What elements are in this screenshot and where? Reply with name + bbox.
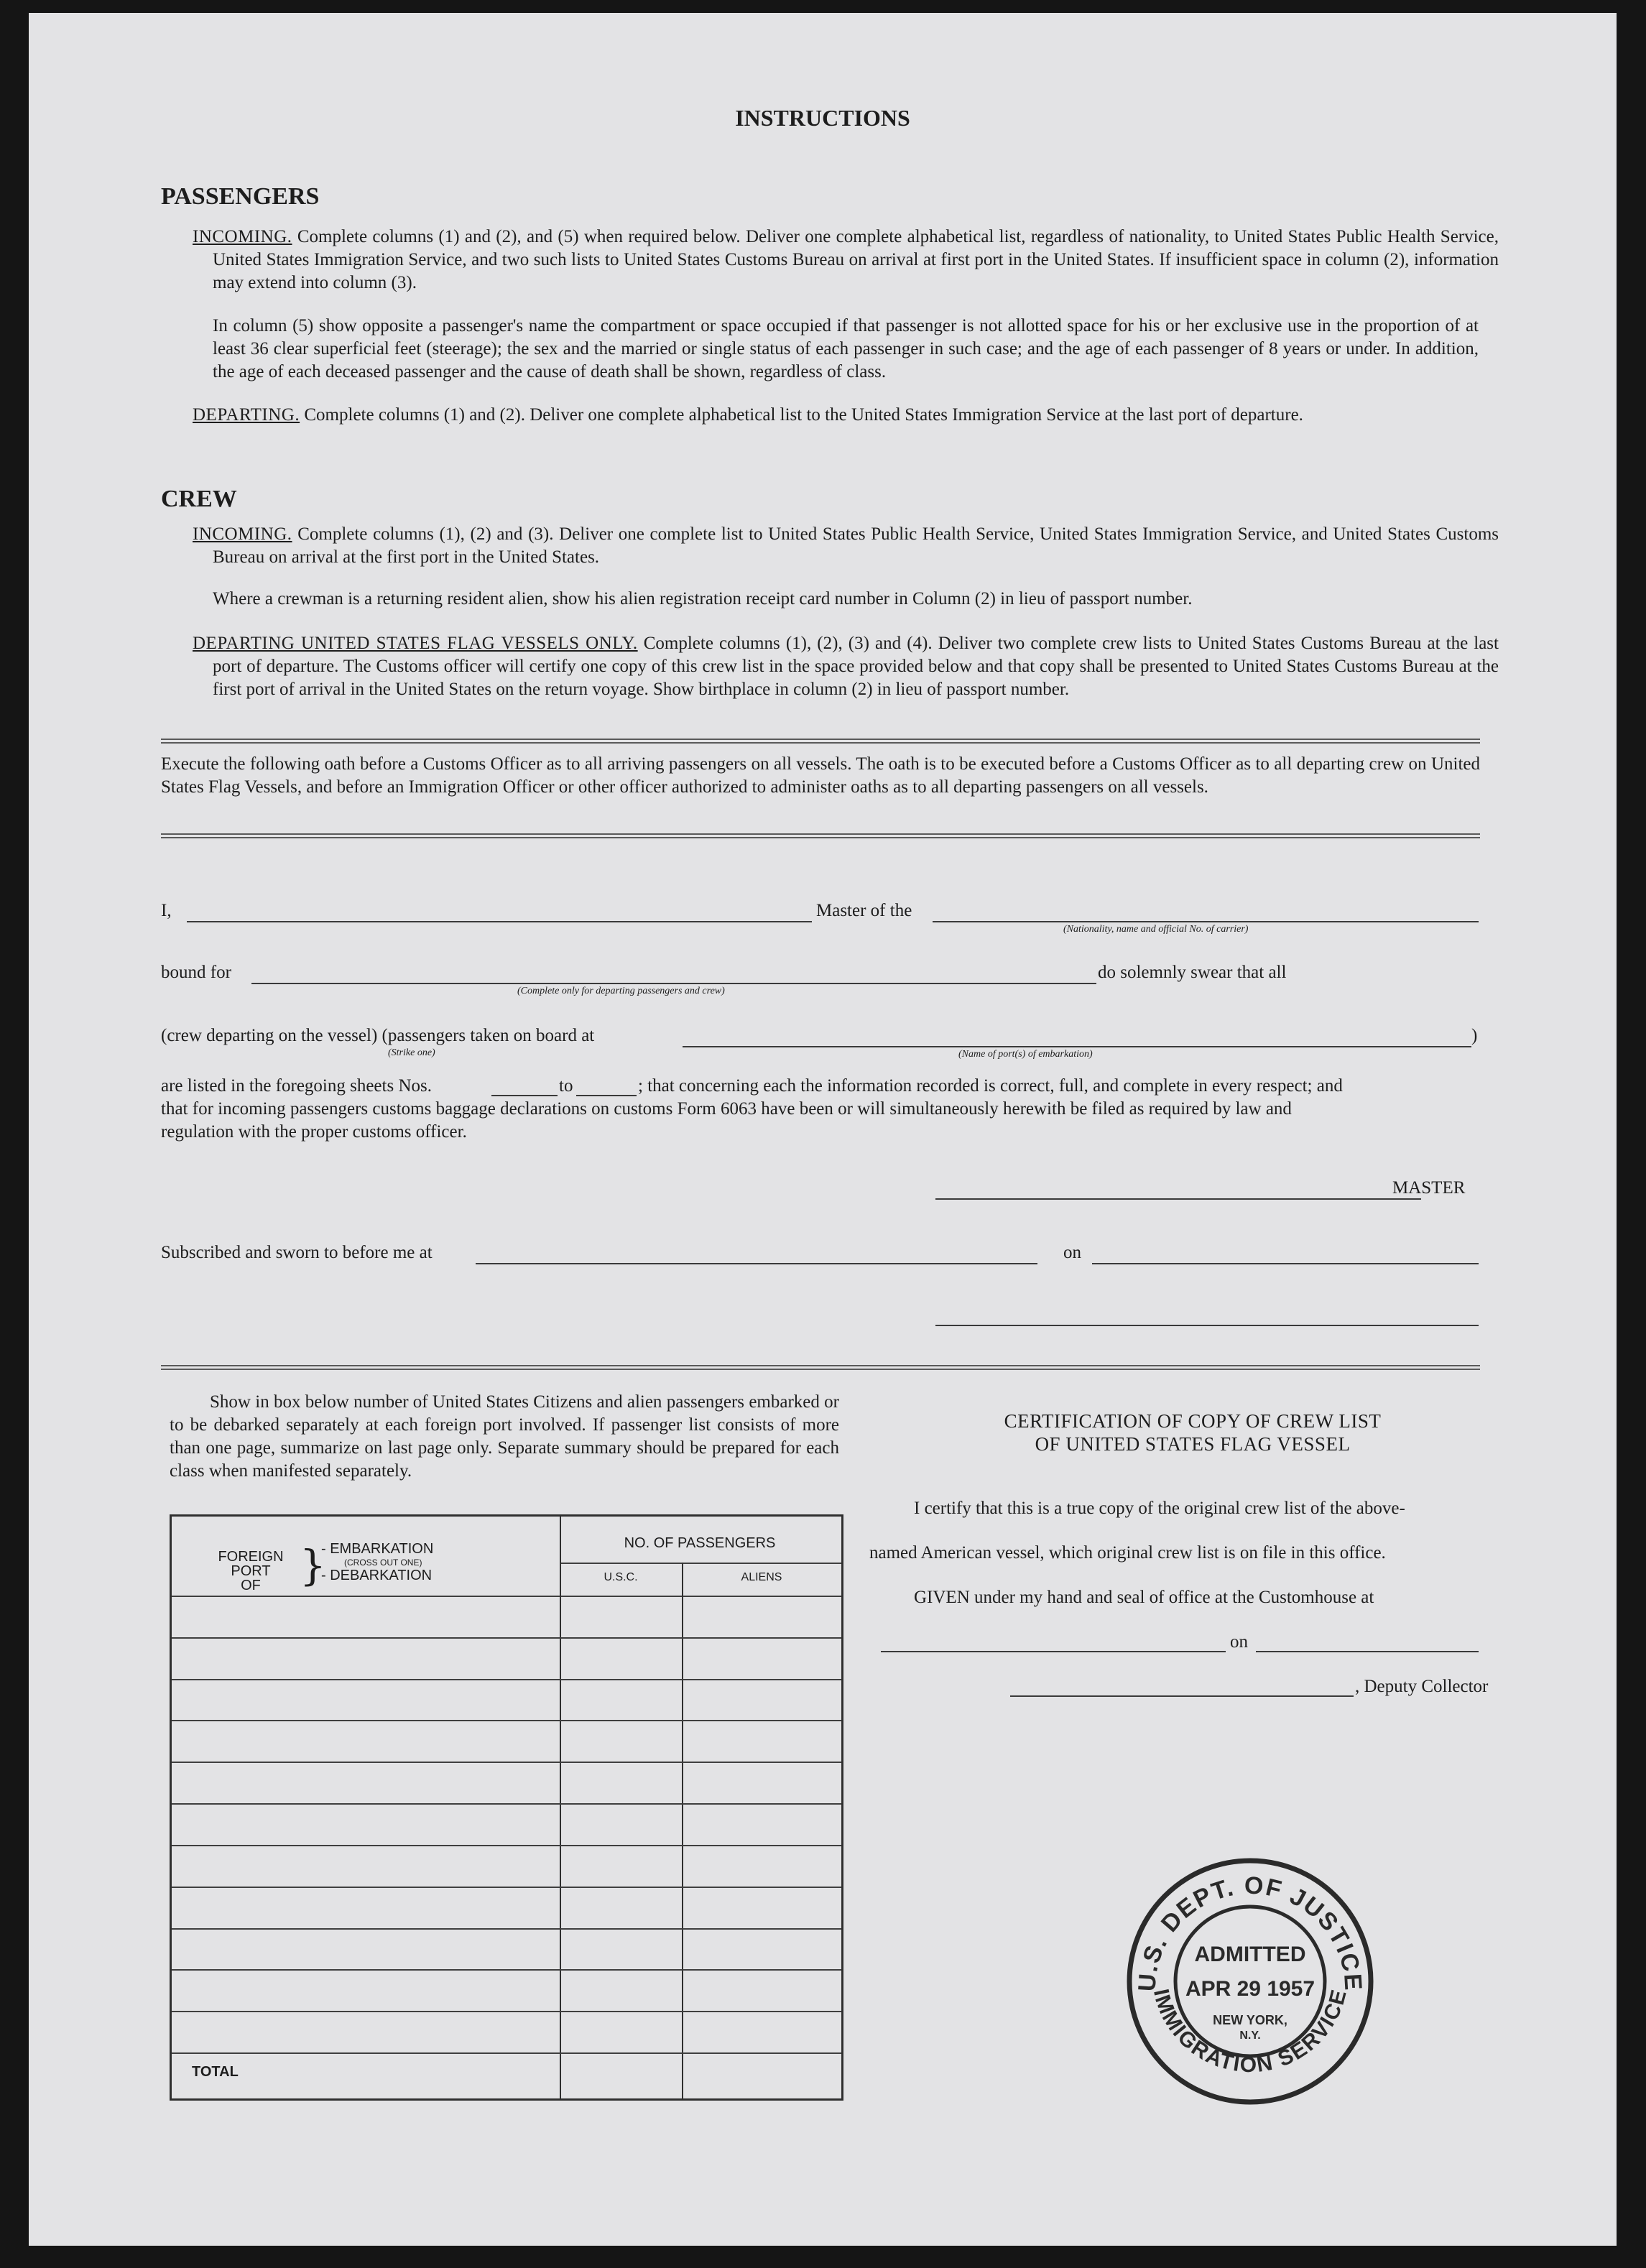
crew-heading: CREW — [161, 486, 237, 512]
crew-resident-paragraph: Where a crewman is a returning resident alien, show his alien registration receipt card number in Column (2) in lieu of passport number. — [213, 589, 1193, 608]
officer-signature-field[interactable] — [935, 1325, 1479, 1326]
summary-cell-port[interactable] — [172, 1721, 558, 1760]
page-title: INSTRUCTIONS — [735, 105, 910, 131]
summary-cell-aliens[interactable] — [683, 1805, 840, 1843]
stamp-state: N.Y. — [1239, 2029, 1261, 2042]
no-of-passengers-header: NO. OF PASSENGERS — [624, 1535, 776, 1551]
master-name-field[interactable] — [187, 921, 812, 922]
carrier-caption: (Nationality, name and official No. of carrier) — [1063, 924, 1249, 935]
destination-field[interactable] — [251, 983, 1096, 984]
summary-cell-usc[interactable] — [561, 1680, 682, 1719]
passengers-incoming-paragraph — [193, 226, 1499, 295]
listed-line2: that for incoming passengers customs baggage declarations on customs Form 6063 have been or will simultaneously herewith be filed as required by law and — [161, 1099, 1292, 1119]
summary-instructions — [170, 1391, 839, 1483]
summary-instructions-text: Show in box below number of United States Citizens and alien passengers embarked or to be debarked separately at each foreign port involved. If passenger list consists of more than one page, summarize on last page only. Separate summary should be prepared for each class when manifested separately. — [170, 1392, 839, 1481]
crew-incoming-text: Complete columns (1), (2) and (3). Deliver one complete list to United States Public Health Service, United States Immigration Service, and United States Customs Bureau on arrival at the first port in the United States. — [213, 524, 1499, 567]
certify-line2: named American vessel, which original crew list is on file in this office. — [869, 1543, 1386, 1563]
summary-cell-aliens[interactable] — [683, 2012, 840, 2051]
usc-header: U.S.C. — [604, 1571, 638, 1583]
passengers-departing-lead: DEPARTING. — [193, 405, 300, 425]
sworn-place-field[interactable] — [476, 1263, 1037, 1264]
passengers-heading: PASSENGERS — [161, 183, 320, 210]
debarkation-label: - DEBARKATION — [321, 1568, 433, 1583]
summary-cell-port[interactable] — [172, 1930, 558, 1968]
deputy-signature-field[interactable] — [1010, 1695, 1354, 1697]
divider — [161, 833, 1480, 838]
sworn-date-field[interactable] — [1092, 1263, 1479, 1264]
brace-icon: } — [300, 1541, 326, 1590]
embarkation-label: - EMBARKATION — [321, 1541, 434, 1557]
cross-out-caption: (CROSS OUT ONE) — [344, 1557, 422, 1568]
embarkation-port-field[interactable] — [683, 1046, 1471, 1047]
table-row-rule — [172, 2052, 841, 2054]
bound-for-label: bound for — [161, 963, 231, 982]
aliens-header: ALIENS — [741, 1571, 782, 1583]
summary-cell-aliens[interactable] — [683, 1971, 840, 2009]
passengers-departing-text: Complete columns (1) and (2). Deliver one complete alphabetical list to the United States Immigration Service at the last port of departure. — [300, 405, 1303, 425]
summary-cell-usc[interactable] — [561, 2012, 682, 2051]
crew-departing-lead: DEPARTING UNITED STATES FLAG VESSELS ONLY. — [193, 634, 638, 653]
summary-cell-aliens[interactable] — [683, 1639, 840, 1677]
of-word: OF — [241, 1578, 261, 1593]
strike-caption: (Strike one) — [388, 1047, 435, 1058]
master-of-label: Master of the — [816, 901, 912, 920]
passengers-departing-paragraph — [193, 404, 1499, 427]
summary-cell-aliens[interactable] — [683, 1763, 840, 1802]
certification-heading-line1: CERTIFICATION OF COPY OF CREW LIST — [1004, 1410, 1382, 1432]
summary-cell-port[interactable] — [172, 1971, 558, 2009]
immigration-admitted-stamp — [1121, 1852, 1379, 2111]
stamp-arc-top: U.S. DEPT. OF JUSTICE — [1133, 1871, 1367, 1993]
summary-cell-aliens[interactable] — [683, 1721, 840, 1760]
summary-cell-port[interactable] — [172, 1680, 558, 1719]
sheet-from-field[interactable] — [491, 1095, 558, 1096]
summary-cell-usc[interactable] — [561, 1930, 682, 1968]
to-label: to — [559, 1076, 573, 1096]
subscribed-label: Subscribed and sworn to before me at — [161, 1243, 433, 1262]
cert-on-label: on — [1230, 1632, 1248, 1652]
listed-line3: regulation with the proper customs officer. — [161, 1122, 467, 1142]
crew-departing-paragraph — [193, 632, 1499, 701]
summary-cell-port[interactable] — [172, 1888, 558, 1927]
summary-cell-usc[interactable] — [561, 1763, 682, 1802]
summary-cell-aliens[interactable] — [683, 1597, 840, 1636]
divider — [161, 739, 1480, 744]
master-signature-field[interactable] — [935, 1198, 1421, 1200]
stamp-city: NEW YORK, — [1213, 2013, 1287, 2027]
certification-heading — [869, 1410, 1516, 1455]
summary-cell-usc[interactable] — [561, 1846, 682, 1885]
summary-cell-usc[interactable] — [561, 1888, 682, 1927]
oath-i-label: I, — [161, 901, 172, 920]
given-text: GIVEN under my hand and seal of office at the Customhouse at — [914, 1588, 1374, 1607]
foreign-port-of-header — [200, 1550, 301, 1593]
crew-departing-text: Complete columns (1), (2), (3) and (4). Deliver two complete crew lists to United States Customs Bureau at the last port of departure. The Customs officer will certify one copy of this crew list in the space provided below and that copy shall be presented to United States Customs Bureau at the first port of arrival in the United States on the return voyage. Show birthplace in column (2) in lieu of passport number. — [213, 634, 1499, 699]
oath-intro: Execute the following oath before a Customs Officer as to all arriving passengers on all vessels. The oath is to be executed before a Customs Officer as to all departing crew on United States Flag Vessels, and before an Immigration Officer or other officer authorized to administer oaths as to all departing passengers on all vessels. — [161, 754, 1480, 797]
summary-cell-aliens[interactable] — [683, 1930, 840, 1968]
listed-prefix: are listed in the foregoing sheets Nos. — [161, 1076, 432, 1096]
customhouse-field[interactable] — [881, 1651, 1226, 1652]
divider — [161, 1365, 1480, 1370]
port-word: PORT — [231, 1563, 271, 1579]
summary-cell-port[interactable] — [172, 1597, 558, 1636]
sheet-to-field[interactable] — [576, 1095, 637, 1096]
header-divider — [560, 1563, 841, 1564]
carrier-field[interactable] — [933, 921, 1479, 922]
listed-rest: ; that concerning each the information recorded is correct, full, and complete in every respect; and — [638, 1076, 1343, 1096]
summary-cell-port[interactable] — [172, 1846, 558, 1885]
summary-cell-aliens[interactable] — [683, 1846, 840, 1885]
summary-cell-usc[interactable] — [561, 1639, 682, 1677]
port-caption: (Name of port(s) of embarkation) — [958, 1049, 1093, 1060]
close-paren: ) — [1471, 1026, 1478, 1045]
passengers-incoming-text: Complete columns (1) and (2), and (5) when required below. Deliver one complete alphabetical list, regardless of nationality, to United States Public Health Service, United States Immigration Service, and two such lists to United States Customs Bureau on arrival at first port in the United States. If insufficient space in column (2), information may extend into column (3). — [213, 227, 1499, 292]
crew-passengers-text: (crew departing on the vessel) (passengers taken on board at — [161, 1026, 595, 1045]
summary-cell-port[interactable] — [172, 1763, 558, 1802]
swear-text: do solemnly swear that all — [1098, 963, 1287, 982]
summary-cell-port[interactable] — [172, 1805, 558, 1843]
summary-cell-usc[interactable] — [561, 1721, 682, 1760]
certification-heading-line2: OF UNITED STATES FLAG VESSEL — [1035, 1433, 1351, 1455]
passengers-incoming-lead: INCOMING. — [193, 227, 292, 246]
crew-incoming-lead: INCOMING. — [193, 524, 292, 544]
certify-line1: I certify that this is a true copy of the original crew list of the above- — [914, 1499, 1405, 1518]
stamp-arc-bottom: IMMIGRATION SERVICE — [1149, 1986, 1352, 2078]
summary-cell-aliens[interactable] — [683, 1680, 840, 1719]
summary-cell-aliens[interactable] — [683, 1888, 840, 1927]
stamp-date: APR 29 1957 — [1185, 1977, 1316, 2001]
form-sheet — [29, 13, 1617, 2246]
passengers-column5-paragraph: In column (5) show opposite a passenger's name the compartment or space occupied if that passenger is not allotted space for his or her exclusive use in the proportion of at least 36 clear superficial feet (steerage); the sex and the married or single status of each passenger in such case; and the age of each passenger of 8 years or under. In addition, the age of each deceased passenger and the cause of death shall be shown, regardless of class. — [213, 316, 1479, 381]
summary-cell-usc[interactable] — [561, 1971, 682, 2009]
foreign-word: FOREIGN — [218, 1549, 284, 1565]
summary-cell-port[interactable] — [172, 1639, 558, 1677]
crew-incoming-paragraph — [193, 523, 1499, 569]
master-label: MASTER — [1392, 1178, 1466, 1198]
summary-cell-usc[interactable] — [561, 1805, 682, 1843]
stamp-graphic — [1121, 1852, 1379, 2111]
summary-cell-usc[interactable] — [561, 1597, 682, 1636]
sworn-on-label: on — [1063, 1243, 1081, 1262]
deputy-collector-label: , Deputy Collector — [1355, 1677, 1489, 1696]
stamp-admitted: ADMITTED — [1194, 1943, 1306, 1966]
cert-date-field[interactable] — [1256, 1651, 1479, 1652]
total-label: TOTAL — [192, 2064, 239, 2080]
bound-caption: (Complete only for departing passengers and crew) — [517, 986, 725, 996]
summary-cell-port[interactable] — [172, 2012, 558, 2051]
passenger-summary-table — [170, 1514, 843, 2101]
